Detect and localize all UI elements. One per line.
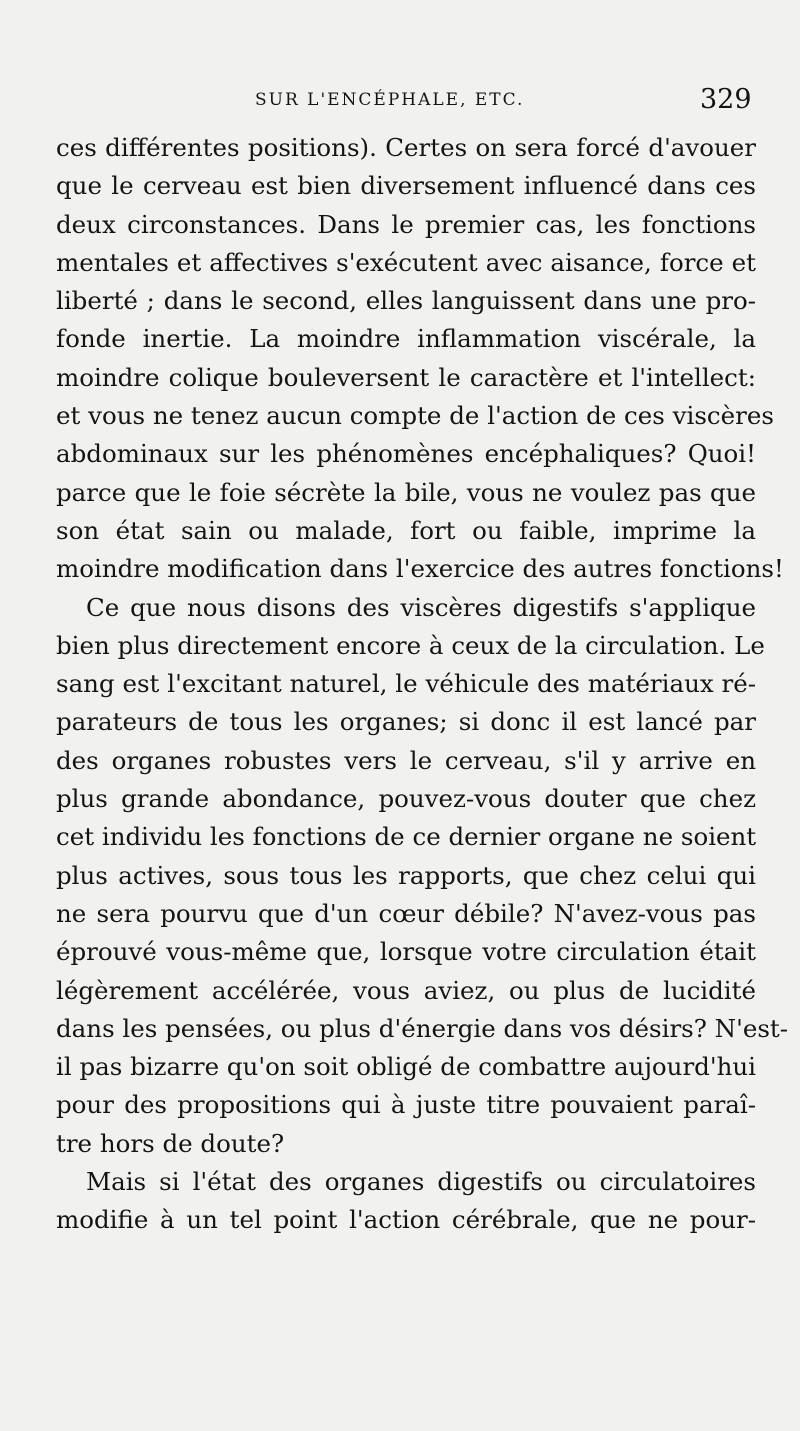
text-line: son état sain ou malade, fort ou faible, imprime la [56,515,756,545]
text-line: modifie à un tel point l'action cérébrale, que ne pour- [56,1205,756,1235]
text-line: parce que le foie sécrète la bile, vous ne voulez pas que [56,477,756,507]
text-line: plus actives, sous tous les rapports, que chez celui qui [56,860,756,890]
text-line: moindre modification dans l'exercice des autres fonctions! [56,554,784,584]
text-line: mentales et affectives s'exécutent avec aisance, force et [56,247,756,277]
text-line: Mais si l'état des organes digestifs ou circulatoires [86,1167,756,1197]
text-line: ces différentes positions). Certes on sera forcé d'avouer [56,133,756,162]
text-line: il pas bizarre qu'on soit obligé de combattre aujourd'hui [56,1052,756,1082]
text-line: que le cerveau est bien diversement influencé dans ces [56,171,756,201]
text-line: abdominaux sur les phénomènes encéphaliques? Quoi! [56,439,756,469]
text-line: ne sera pourvu que d'un cœur débile? N'avez-vous pas [56,898,756,928]
text-line: pour des propositions qui à juste titre pouvaient paraî- [56,1090,756,1120]
text-line: Ce que nous disons des viscères digestifs s'applique [86,592,756,622]
body-text [56,129,789,1240]
text-line: légèrement accélérée, vous aviez, ou plus de lucidité [56,975,756,1005]
text-line: des organes robustes vers le cerveau, s'il y arrive en [56,745,756,775]
text-line: et vous ne tenez aucun compte de l'action de ces viscères [56,401,774,431]
running-head: SUR L'ENCÉPHALE, ETC. [255,90,525,110]
text-line: parateurs de tous les organes; si donc il est lancé par [56,707,756,737]
text-line: dans les pensées, ou plus d'énergie dans vos désirs? N'est- [56,1013,789,1043]
text-line: cet individu les fonctions de ce dernier organe ne soient [56,822,757,852]
text-line: plus grande abondance, pouvez-vous douter que chez [56,784,756,814]
text-line: bien plus directement encore à ceux de la circulation. Le [56,630,765,660]
text-line: tre hors de doute? [56,1128,285,1158]
text-line: sang est l'excitant naturel, le véhicule des matériaux ré- [56,669,756,699]
text-line: éprouvé vous-même que, lorsque votre circulation était [56,937,756,967]
text-line: deux circonstances. Dans le premier cas, les fonctions [56,209,756,239]
text-line: liberté ; dans le second, elles languissent dans une pro- [56,286,756,316]
page-header [0,82,800,122]
text-line: moindre colique bouleversent le caractère et l'intellect: [56,362,756,392]
page-number: 329 [700,84,752,115]
text-line: fonde inertie. La moindre inflammation viscérale, la [56,324,756,354]
